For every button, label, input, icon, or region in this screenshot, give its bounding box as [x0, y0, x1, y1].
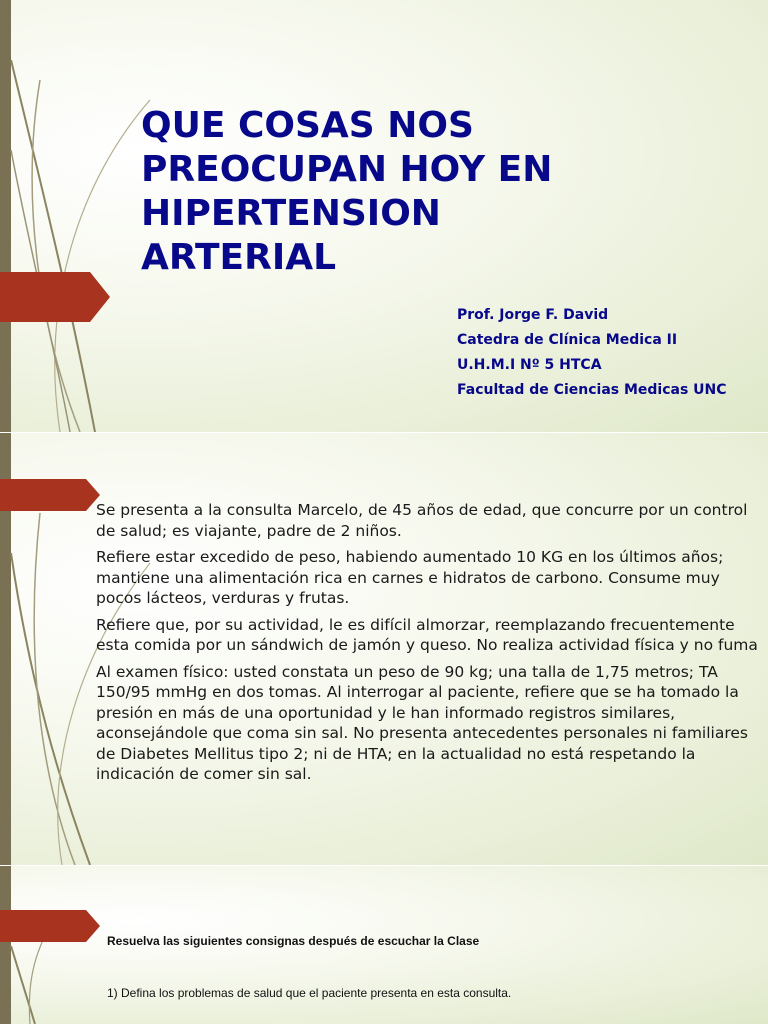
title-line: ARTERIAL: [141, 237, 337, 278]
tasks-slide: [0, 866, 768, 1024]
case-text: [96, 500, 764, 791]
case-slide: [0, 433, 768, 865]
case-paragraph: Al examen físico: usted constata un peso de 90 kg; una talla de 1,75 metros; TA 150/95 mmHg en dos tomas. Al interrogar al paciente, refiere que se ha tomado la presión en más de una oportunidad y le han informado registros similares, aconsejándole que coma sin sal. No presenta antecedentes personales ni familiares de Diabetes Mellitus tipo 2; ni de HTA; en la actualidad no está respetando la indicación de comer sin sal.: [96, 662, 748, 783]
task-heading: Resuelva las siguientes consignas después de escuchar la Clase: [107, 934, 480, 948]
task-item: 1) Defina los problemas de salud que el paciente presenta en esta consulta.: [107, 986, 512, 1000]
subtitle-line: Facultad de Ciencias Medicas UNC: [457, 382, 727, 398]
title-line: HIPERTENSION: [141, 193, 441, 234]
case-paragraph: Refiere que, por su actividad, le es difícil almorzar, reemplazando frecuentemente esta comida por un sándwich de jamón y queso. No realiza actividad física y no fuma: [96, 615, 758, 654]
title-slide: [0, 0, 768, 432]
case-paragraph: Se presenta a la consulta Marcelo, de 45 años de edad, que concurre por un control de salud; es viajante, padre de 2 niños.: [96, 501, 748, 540]
subtitle-line: U.H.M.I Nº 5 HTCA: [457, 357, 602, 373]
slide-title: [141, 104, 701, 280]
subtitle-block: [457, 303, 727, 403]
case-paragraph: Refiere estar excedido de peso, habiendo aumentado 10 KG en los últimos años; mantiene una alimentación rica en carnes e hidratos de carbono. Consume muy pocos lácteos, verduras y frutas.: [96, 548, 724, 607]
red-arrow-tab: [0, 272, 110, 322]
red-arrow-tab: [0, 479, 100, 511]
red-arrow-tab: [0, 910, 100, 942]
title-line: PREOCUPAN HOY EN: [141, 149, 553, 190]
title-line: QUE COSAS NOS: [141, 105, 474, 146]
subtitle-line: Catedra de Clínica Medica II: [457, 332, 678, 348]
subtitle-line: Prof. Jorge F. David: [457, 307, 609, 323]
